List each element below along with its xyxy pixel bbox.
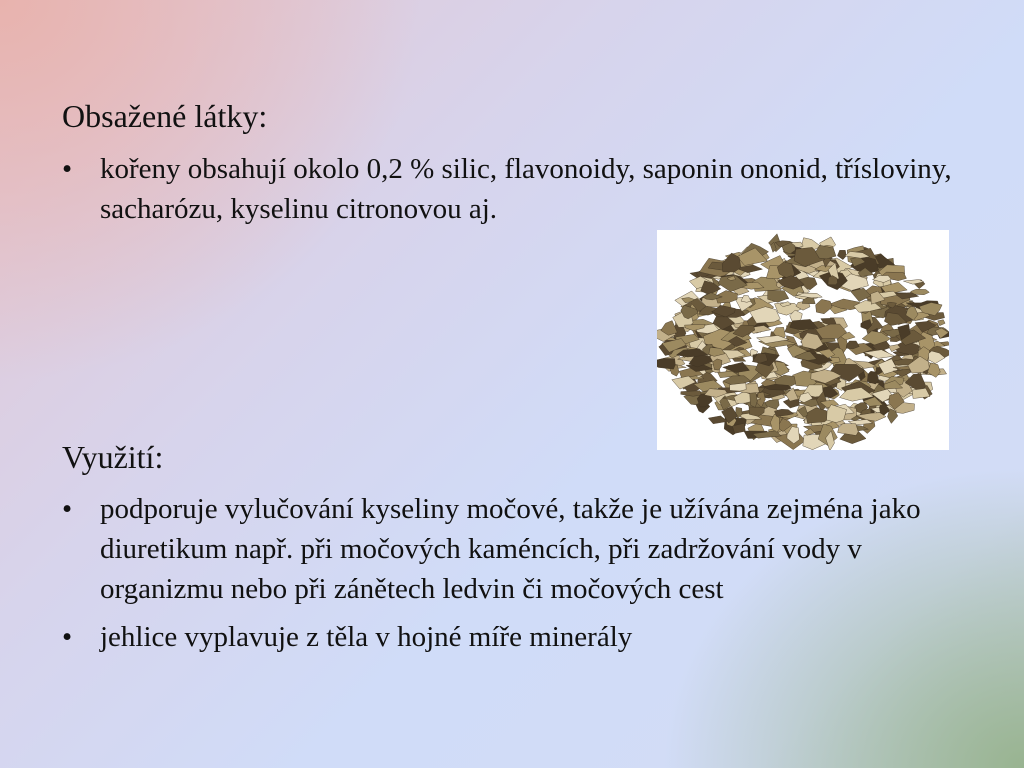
root-piece [867,371,878,384]
root-piece [816,299,833,314]
composition-bullet-list [62,149,972,237]
dried-root-photo [657,230,949,450]
root-piece [837,250,846,259]
usage-bullet: • jehlice vyplavuje z těla v hojné míře minerály [62,617,942,657]
dried-root-pieces-icon [657,230,949,450]
root-piece [681,391,702,397]
usage-bullet: • podporuje vylučování kyseliny močové, takže je užívána zejména jako diuretikum např. při močových kaméncích, při zadržování vody v organizmu nebo při zánětech ledvin či močových cest [62,489,942,609]
usage-bullet-list [62,489,942,665]
root-piece [790,319,818,330]
root-piece [938,320,945,326]
section-heading-usage: Využití: [62,439,164,475]
section-heading-composition: Obsažené látky: [62,98,268,134]
composition-bullet: • kořeny obsahují okolo 0,2 % silic, flavonoidy, saponin ononid, třísloviny, sacharózu, kyselinu citronovou aj. [62,149,972,229]
root-piece [657,358,675,369]
root-piece [741,295,751,302]
root-piece [838,424,859,436]
